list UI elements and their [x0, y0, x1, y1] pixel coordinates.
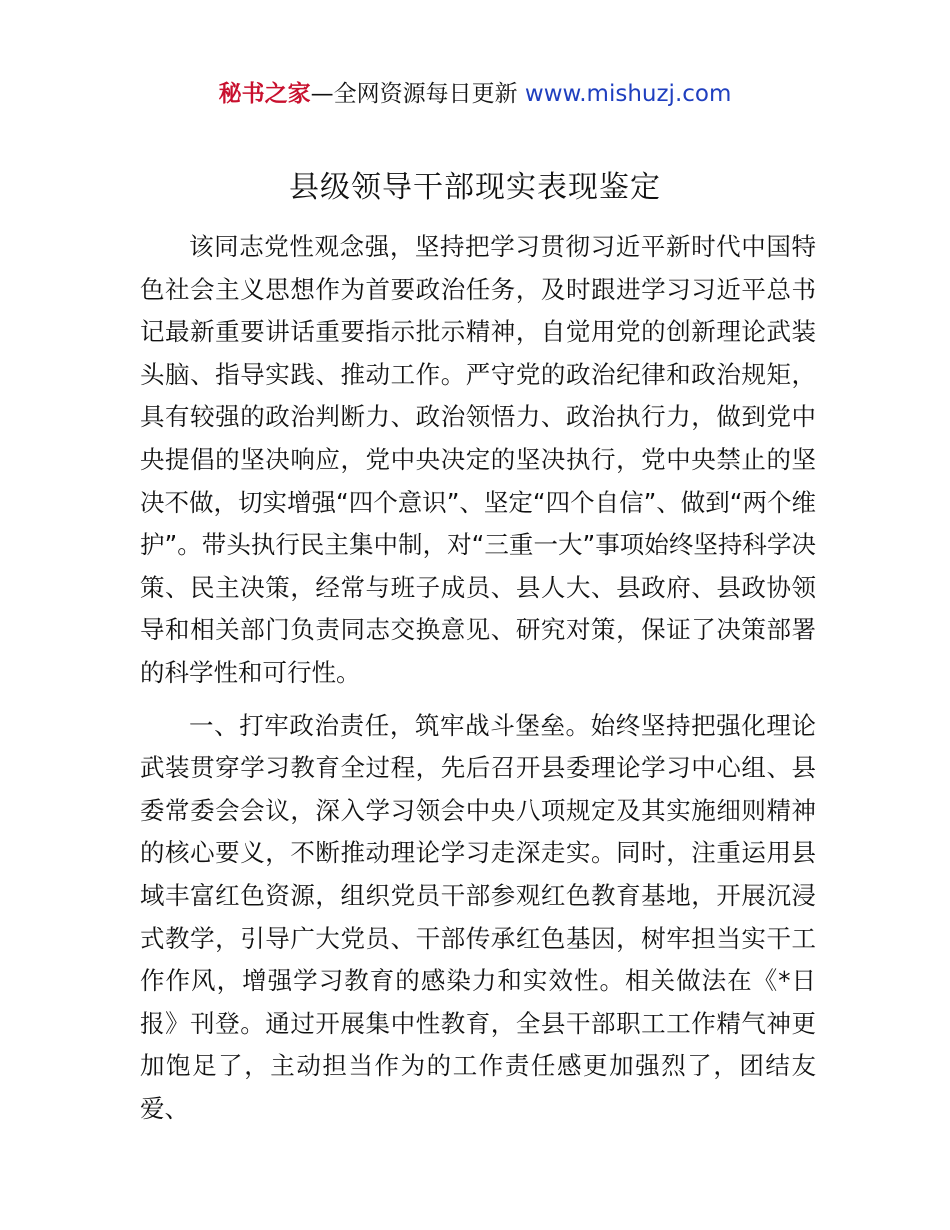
document-title: 县级领导干部现实表现鉴定 — [289, 170, 661, 205]
paragraph-2: 一、打牢政治责任，筑牢战斗堡垒。始终坚持把强化理论武装贯穿学习教育全过程，先后召开县委理论学习中心组、县委常委会会议，深入学习领会中央八项规定及其实施细则精神的核心要义，不断推动理论学习走深走实。同时，注重运用县域丰富红色资源，组织党员干部参观红色教育基地，开展沉浸式教学，引导广大党员、干部传承红色基因，树牢担当实干工作作风，增强学习教育的感染力和实效性。相关做法在《*日报》刊登。通过开展集中性教育，全县干部职工工作精气神更加饱足了，主动担当作为的工作责任感更加强烈了，团结友爱、 — [140, 710, 816, 1123]
paragraph-1: 该同志党性观念强，坚持把学习贯彻习近平新时代中国特色社会主义思想作为首要政治任务，及时跟进学习习近平总书记最新重要讲话重要指示批示精神，自觉用党的创新理论武装头脑、指导实践、推动工作。严守党的政治纪律和政治规矩，具有较强的政治判断力、政治领悟力、政治执行力，做到党中央提倡的坚决响应，党中央决定的坚决执行，党中央禁止的坚决不做，切实增强“四个意识”、坚定“四个自信”、做到“两个维护”。带头执行民主集中制，对“三重一大”事项始终坚持科学决策、民主决策，经常与班子成员、县人大、县政府、县政协领导和相关部门负责同志交换意见、研究对策，保证了决策部署的科学性和可行性。 — [140, 232, 816, 687]
site-header — [0, 78, 950, 110]
site-tagline: —全网资源每日更新 — [310, 81, 518, 107]
site-url-link[interactable]: www.mishuzj.com — [517, 81, 732, 107]
site-brand: 秘书之家 — [218, 81, 311, 107]
document-body — [140, 226, 816, 1130]
